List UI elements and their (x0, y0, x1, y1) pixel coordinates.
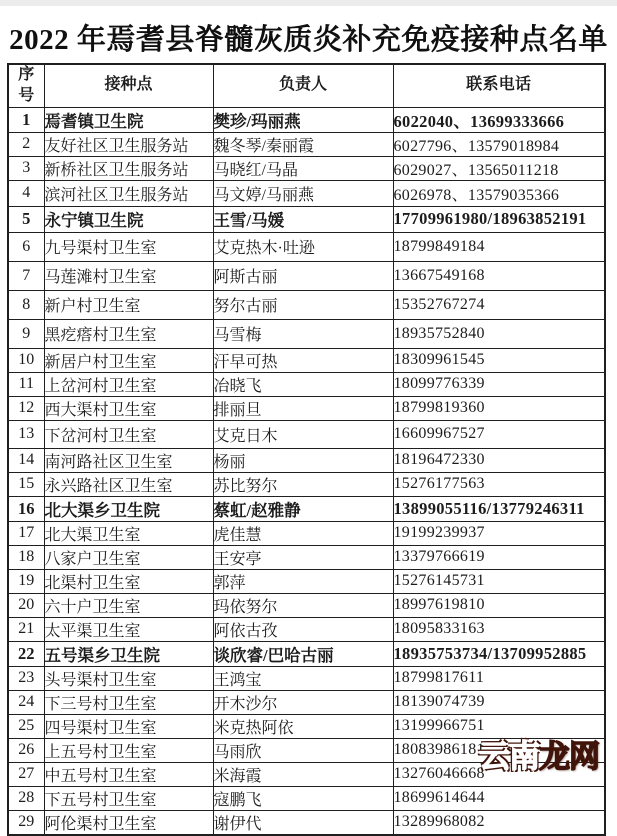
cell-site: 下五号村卫生室 (44, 786, 213, 810)
cell-site: 北渠村卫生室 (44, 569, 213, 593)
table-row (8, 666, 605, 690)
table-row (8, 617, 605, 641)
cell-phone: 18099776339 (393, 372, 605, 396)
cell-serial-number: 2 (8, 132, 44, 156)
cell-person: 王雪/马媛 (213, 206, 393, 232)
table-row (8, 348, 605, 372)
cell-person: 汗早可热 (213, 348, 393, 372)
cell-serial-number: 28 (8, 786, 44, 810)
table-row (8, 156, 605, 180)
table-row (8, 107, 605, 132)
cell-phone: 18799819360 (393, 396, 605, 420)
cell-site: 南河路社区卫生室 (44, 448, 213, 472)
cell-site: 上五号村卫生室 (44, 738, 213, 762)
table-row (8, 232, 605, 261)
cell-serial-number: 3 (8, 156, 44, 180)
watermark-text-part2: 龙网 (539, 739, 599, 774)
cell-serial-number: 4 (8, 180, 44, 206)
cell-serial-number: 9 (8, 319, 44, 348)
table-header-row (8, 64, 605, 107)
cell-phone: 15276177563 (393, 472, 605, 496)
cell-serial-number: 22 (8, 641, 44, 666)
cell-serial-number: 26 (8, 738, 44, 762)
cell-site: 太平渠卫生室 (44, 617, 213, 641)
cell-phone: 18799849184 (393, 232, 605, 261)
cell-person: 阿斯古丽 (213, 261, 393, 290)
cell-phone: 18139074739 (393, 690, 605, 714)
cell-phone: 13199966751 (393, 714, 605, 738)
cell-phone: 6022040、13699333666 (393, 107, 605, 132)
table-row (8, 593, 605, 617)
vaccination-sites-table (7, 63, 606, 836)
cell-site: 新居户村卫生室 (44, 348, 213, 372)
cell-person: 马雪梅 (213, 319, 393, 348)
cell-site: 中五号村卫生室 (44, 762, 213, 786)
cell-phone: 18309961545 (393, 348, 605, 372)
cell-person: 开木沙尔 (213, 690, 393, 714)
cell-site: 马莲滩村卫生室 (44, 261, 213, 290)
cell-serial-number: 5 (8, 206, 44, 232)
cell-person: 马雨欣 (213, 738, 393, 762)
cell-person: 艾克热木·吐逊 (213, 232, 393, 261)
cell-phone: 19199239937 (393, 521, 605, 545)
cell-serial-number: 18 (8, 545, 44, 569)
cell-person: 王鸿宝 (213, 666, 393, 690)
cell-person: 魏冬琴/秦丽霞 (213, 132, 393, 156)
cell-serial-number: 21 (8, 617, 44, 641)
cell-phone: 6026978、13579035366 (393, 180, 605, 206)
cell-serial-number: 10 (8, 348, 44, 372)
cell-site: 八家户卫生室 (44, 545, 213, 569)
cell-phone: 13667549168 (393, 261, 605, 290)
cell-phone: 18083986181 (393, 738, 605, 762)
cell-phone: 13899055116/13779246311 (393, 496, 605, 521)
table-row (8, 206, 605, 232)
cell-serial-number: 11 (8, 372, 44, 396)
cell-site: 北大渠卫生室 (44, 521, 213, 545)
cell-person: 王安亭 (213, 545, 393, 569)
cell-serial-number: 6 (8, 232, 44, 261)
cell-serial-number: 19 (8, 569, 44, 593)
cell-site: 永兴路社区卫生室 (44, 472, 213, 496)
cell-person: 谈欣睿/巴哈古丽 (213, 641, 393, 666)
cell-serial-number: 16 (8, 496, 44, 521)
table-row (8, 714, 605, 738)
cell-phone: 18699614644 (393, 786, 605, 810)
header-person: 负责人 (213, 64, 393, 107)
cell-person: 努尔古丽 (213, 290, 393, 319)
cell-person: 冶晓飞 (213, 372, 393, 396)
cell-person: 樊珍/玛丽燕 (213, 107, 393, 132)
cell-site: 六十户卫生室 (44, 593, 213, 617)
cell-site: 新户村卫生室 (44, 290, 213, 319)
cell-phone: 6027796、13579018984 (393, 132, 605, 156)
cell-serial-number: 27 (8, 762, 44, 786)
cell-phone: 6029027、13565011218 (393, 156, 605, 180)
cell-serial-number: 1 (8, 107, 44, 132)
cell-person: 郭萍 (213, 569, 393, 593)
cell-person: 米海霞 (213, 762, 393, 786)
table-row (8, 132, 605, 156)
table-row (8, 420, 605, 448)
cell-person: 马晓红/马晶 (213, 156, 393, 180)
page-title: 2022 年焉耆县脊髓灰质炎补充免疫接种点名单 (9, 24, 608, 56)
cell-phone: 17709961980/18963852191 (393, 206, 605, 232)
table-row (8, 472, 605, 496)
cell-phone: 18997619810 (393, 593, 605, 617)
table-row (8, 180, 605, 206)
cell-site: 黑疙瘩村卫生室 (44, 319, 213, 348)
cell-site: 滨河社区卫生服务站 (44, 180, 213, 206)
cell-site: 下三号村卫生室 (44, 690, 213, 714)
table-row (8, 690, 605, 714)
cell-phone: 18935752840 (393, 319, 605, 348)
cell-person: 玛依努尔 (213, 593, 393, 617)
cell-person: 苏比努尔 (213, 472, 393, 496)
cell-person: 蔡虹/赵雅静 (213, 496, 393, 521)
cell-site: 新桥社区卫生服务站 (44, 156, 213, 180)
table-row (8, 372, 605, 396)
cell-person: 寇鹏飞 (213, 786, 393, 810)
page-edge-strip (0, 0, 617, 6)
cell-phone: 16609967527 (393, 420, 605, 448)
table-row (8, 569, 605, 593)
cell-site: 下岔河村卫生室 (44, 420, 213, 448)
table-row (8, 641, 605, 666)
table-row (8, 786, 605, 810)
cell-phone: 18935753734/13709952885 (393, 641, 605, 666)
watermark-logo (479, 741, 599, 772)
cell-person: 杨丽 (213, 448, 393, 472)
cell-serial-number: 23 (8, 666, 44, 690)
cell-site: 四号渠村卫生室 (44, 714, 213, 738)
cell-serial-number: 15 (8, 472, 44, 496)
cell-site: 焉耆镇卫生院 (44, 107, 213, 132)
cell-phone: 18196472330 (393, 448, 605, 472)
cell-serial-number: 13 (8, 420, 44, 448)
cell-site: 北大渠乡卫生院 (44, 496, 213, 521)
table-row (8, 290, 605, 319)
cell-serial-number: 25 (8, 714, 44, 738)
table-row (8, 521, 605, 545)
cell-serial-number: 17 (8, 521, 44, 545)
cell-serial-number: 12 (8, 396, 44, 420)
table-row (8, 448, 605, 472)
table-row (8, 319, 605, 348)
cell-person: 马文婷/马丽燕 (213, 180, 393, 206)
cell-serial-number: 20 (8, 593, 44, 617)
cell-phone: 13276046668 (393, 762, 605, 786)
cell-person: 排丽旦 (213, 396, 393, 420)
cell-person: 艾克日木 (213, 420, 393, 448)
header-site: 接种点 (44, 64, 213, 107)
table-row (8, 545, 605, 569)
cell-phone: 15276145731 (393, 569, 605, 593)
cell-site: 五号渠乡卫生院 (44, 641, 213, 666)
header-phone: 联系电话 (393, 64, 605, 107)
cell-person: 米克热阿依 (213, 714, 393, 738)
cell-phone: 13379766619 (393, 545, 605, 569)
table-row (8, 496, 605, 521)
cell-serial-number: 24 (8, 690, 44, 714)
table-body (8, 107, 605, 835)
header-serial-number: 序号 (8, 64, 44, 107)
cell-site: 上岔河村卫生室 (44, 372, 213, 396)
cell-site: 永宁镇卫生院 (44, 206, 213, 232)
cell-serial-number: 14 (8, 448, 44, 472)
watermark-text-part1: 云南 (479, 739, 539, 774)
cell-person: 虎佳慧 (213, 521, 393, 545)
cell-person: 谢伊代 (213, 810, 393, 835)
table-row (8, 396, 605, 420)
cell-phone: 13289968082 (393, 810, 605, 835)
cell-site: 友好社区卫生服务站 (44, 132, 213, 156)
cell-phone: 18799817611 (393, 666, 605, 690)
table-row (8, 810, 605, 835)
cell-serial-number: 8 (8, 290, 44, 319)
cell-site: 九号渠村卫生室 (44, 232, 213, 261)
cell-person: 阿依古孜 (213, 617, 393, 641)
cell-phone: 15352767274 (393, 290, 605, 319)
cell-site: 西大渠村卫生室 (44, 396, 213, 420)
table-row (8, 261, 605, 290)
cell-serial-number: 29 (8, 810, 44, 835)
cell-phone: 18095833163 (393, 617, 605, 641)
cell-serial-number: 7 (8, 261, 44, 290)
cell-site: 阿伦渠村卫生室 (44, 810, 213, 835)
cell-site: 头号渠村卫生室 (44, 666, 213, 690)
